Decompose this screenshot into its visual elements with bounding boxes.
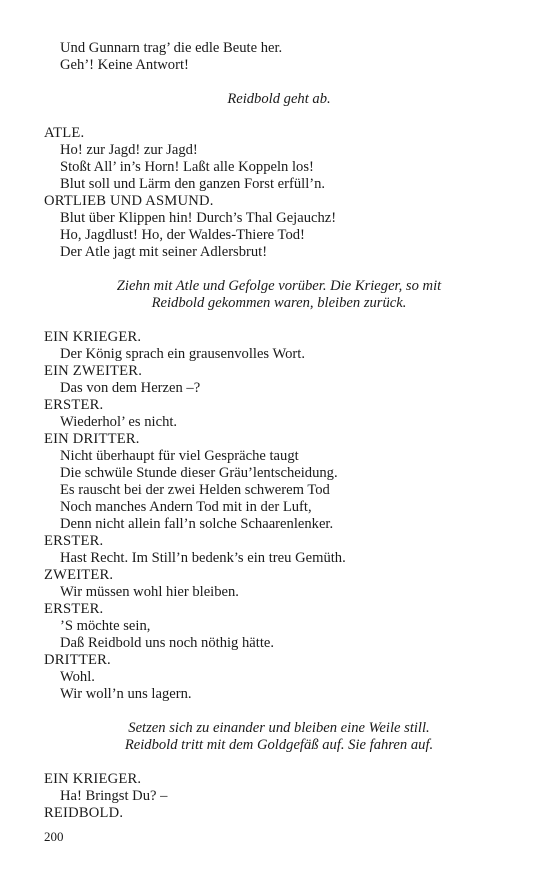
blank-line bbox=[44, 261, 514, 278]
stage-direction: Setzen sich zu einander und bleiben eine Weile still. bbox=[128, 720, 430, 736]
speaker-name: ERSTER. bbox=[44, 397, 104, 413]
verse-line: Daß Reidbold uns noch nöthig hätte. bbox=[60, 635, 275, 651]
speaker-name: ATLE. bbox=[44, 125, 85, 141]
speaker-name: EIN DRITTER. bbox=[44, 431, 140, 447]
verse-line: Nicht überhaupt für viel Gespräche taugt bbox=[60, 448, 299, 464]
verse-line: Der Atle jagt mit seiner Adlersbrut! bbox=[60, 244, 268, 260]
verse-line: Geh’! Keine Antwort! bbox=[60, 57, 189, 73]
stage-direction: Reidbold gekommen waren, bleiben zurück. bbox=[151, 295, 407, 311]
verse-line: Das von dem Herzen –? bbox=[60, 380, 201, 396]
verse-line: Ha! Bringst Du? – bbox=[60, 788, 168, 804]
blank-line bbox=[44, 754, 514, 771]
speaker-name: EIN KRIEGER. bbox=[44, 771, 142, 787]
verse-line: Der König sprach ein grausenvolles Wort. bbox=[60, 346, 305, 362]
verse-line: ’S möchte sein, bbox=[60, 618, 151, 634]
blank-line bbox=[44, 312, 514, 329]
speaker-name: EIN KRIEGER. bbox=[44, 329, 142, 345]
speaker-name: ZWEITER. bbox=[44, 567, 114, 583]
verse-line: Ho! zur Jagd! zur Jagd! bbox=[60, 142, 198, 158]
speaker-name: EIN ZWEITER. bbox=[44, 363, 143, 379]
blank-line bbox=[44, 703, 514, 720]
verse-line: Wohl. bbox=[60, 669, 95, 685]
page-text bbox=[44, 40, 514, 822]
page-number: 200 bbox=[44, 829, 64, 844]
stage-direction: Ziehn mit Atle und Gefolge vorüber. Die Krieger, so mit bbox=[116, 278, 442, 294]
speaker-name: ERSTER. bbox=[44, 601, 104, 617]
verse-line: Stoßt All’ in’s Horn! Laßt alle Koppeln los! bbox=[60, 159, 314, 175]
verse-line: Die schwüle Stunde dieser Gräu’lentscheidung. bbox=[60, 465, 338, 481]
verse-line: Wiederhol’ es nicht. bbox=[60, 414, 178, 430]
stage-direction: Reidbold geht ab. bbox=[227, 91, 331, 107]
verse-line: Noch manches Andern Tod mit in der Luft, bbox=[60, 499, 312, 515]
speaker-name: REIDBOLD. bbox=[44, 805, 124, 821]
speaker-name: DRITTER. bbox=[44, 652, 111, 668]
verse-line: Hast Recht. Im Still’n bedenk’s ein treu Gemüth. bbox=[60, 550, 346, 566]
verse-line: Wir müssen wohl hier bleiben. bbox=[60, 584, 239, 600]
verse-line: Blut soll und Lärm den ganzen Forst erfüll’n. bbox=[60, 176, 326, 192]
blank-line bbox=[44, 74, 514, 91]
verse-line: Wir woll’n uns lagern. bbox=[60, 686, 192, 702]
verse-line: Denn nicht allein fall’n solche Schaarenlenker. bbox=[60, 516, 334, 532]
verse-line: Ho, Jagdlust! Ho, der Waldes-Thiere Tod! bbox=[60, 227, 305, 243]
verse-line: Blut über Klippen hin! Durch’s Thal Gejauchz! bbox=[60, 210, 337, 226]
blank-line bbox=[44, 108, 514, 125]
stage-direction: Reidbold tritt mit dem Goldgefäß auf. Sie fahren auf. bbox=[124, 737, 434, 753]
speaker-name: ORTLIEB UND ASMUND. bbox=[44, 193, 214, 209]
speaker-name: ERSTER. bbox=[44, 533, 104, 549]
verse-line: Es rauscht bei der zwei Helden schwerem Tod bbox=[60, 482, 330, 498]
verse-line: Und Gunnarn trag’ die edle Beute her. bbox=[60, 40, 283, 56]
